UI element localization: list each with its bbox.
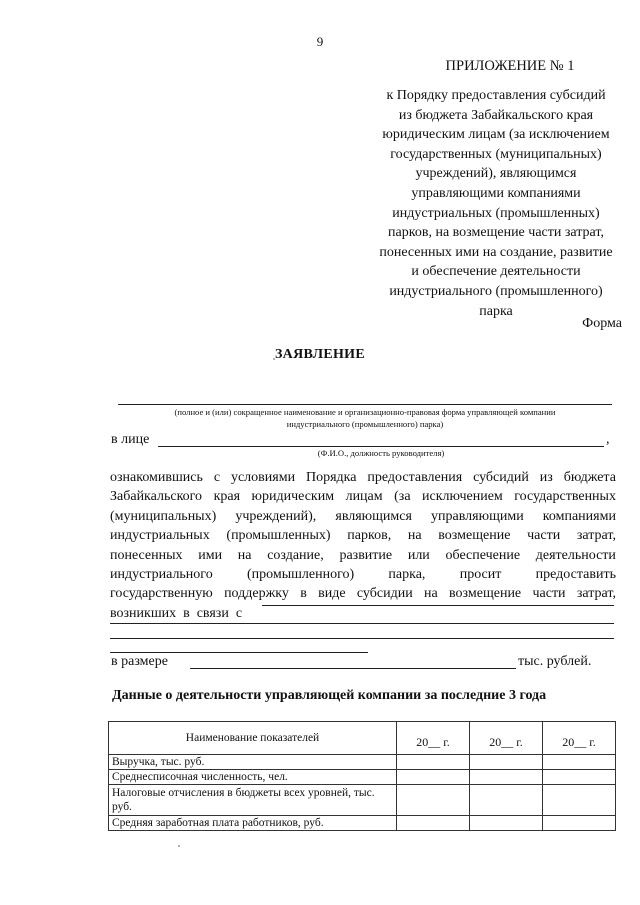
reason-field-line-3[interactable]	[110, 638, 614, 639]
table-header-row	[109, 722, 616, 755]
reason-field-line-2[interactable]	[110, 623, 614, 624]
row-label: Средняя заработная плата работников, руб.	[109, 816, 397, 831]
appendix-line: из бюджета Забайкальского края	[398, 107, 594, 123]
scan-speck	[273, 358, 275, 360]
reason-field[interactable]	[262, 605, 614, 606]
table-cell[interactable]	[470, 816, 543, 831]
table-cell[interactable]	[543, 755, 616, 770]
table-cell[interactable]	[470, 755, 543, 770]
appendix-line: учреждений), являющимся	[415, 166, 577, 182]
body-line-5: понесенных ими на создание, развитие или обеспечение деятельности	[110, 547, 616, 563]
table-row	[109, 785, 616, 816]
applicant-name-field[interactable]	[118, 404, 612, 405]
table-cell[interactable]	[543, 816, 616, 831]
body-line-8	[110, 604, 616, 623]
appendix-line: индустриальных (промышленных)	[392, 205, 600, 221]
body-line-7: государственную поддержку в виде субсидии на возмещение части затрат,	[110, 586, 616, 602]
table-cell[interactable]	[470, 785, 543, 816]
appendix-line: парка	[479, 303, 513, 319]
body-line-1: ознакомившись с условиями Порядка предоставления субсидий из бюджета	[110, 470, 616, 485]
appendix-line: понесенных ими на создание, развитие	[379, 244, 613, 260]
applicant-caption-line1: (полное и (или) сокращенное наименование и организационно-правовая форма управляющей компании	[174, 407, 556, 417]
appendix-line: индустриального (промышленного)	[389, 283, 603, 299]
applicant-caption	[110, 406, 620, 430]
table-row	[109, 816, 616, 831]
table-cell[interactable]	[397, 816, 470, 831]
appendix-line: юридическим лицам (за исключением	[382, 127, 610, 143]
table-cell[interactable]	[470, 770, 543, 785]
application-body	[110, 468, 616, 623]
appendix-line: к Порядку предоставления субсидий	[386, 88, 606, 103]
document-title: ЗАЯВЛЕНИЕ	[274, 347, 365, 362]
body-line-4: индустриальных (промышленных) парков, на возмещение части затрат,	[110, 528, 616, 544]
table-row	[109, 770, 616, 785]
page-number: 9	[316, 34, 324, 49]
in-person-comma: ,	[606, 432, 610, 447]
reason-prefix: возникших в связи с	[110, 605, 243, 621]
in-person-label: в лице	[111, 432, 150, 447]
data-heading: Данные о деятельности управляющей компании за последние 3 года	[112, 688, 547, 703]
amount-suffix: тыс. рублей.	[518, 654, 592, 669]
table-header-cell: Наименование показателей	[109, 722, 397, 755]
company-data-table	[108, 721, 616, 831]
appendix-line: и обеспечение деятельности	[411, 264, 581, 280]
table-cell[interactable]	[397, 785, 470, 816]
appendix-line: парков, на возмещение части затрат,	[388, 225, 604, 241]
table-cell[interactable]	[543, 770, 616, 785]
row-label: Выручка, тыс. руб.	[109, 755, 397, 770]
body-line-2: Забайкальского края юридическим лицам (за исключением государственных	[110, 489, 616, 505]
person-caption: (Ф.И.О., должность руководителя)	[317, 448, 445, 458]
year-header-2[interactable]: 20__ г.	[470, 722, 543, 755]
amount-field[interactable]	[190, 668, 516, 669]
table-row	[109, 755, 616, 770]
scan-speck	[178, 845, 180, 847]
form-label: Форма	[582, 316, 622, 331]
table-cell[interactable]	[397, 755, 470, 770]
appendix-line: управляющими компаниями	[411, 185, 581, 201]
row-label: Среднесписочная численность, чел.	[109, 770, 397, 785]
year-header-1[interactable]: 20__ г.	[397, 722, 470, 755]
body-line-6: индустриального (промышленного) парка, просит предоставить	[110, 567, 616, 583]
amount-label: в размере	[111, 654, 168, 669]
applicant-caption-line2: индустриального (промышленного) парка)	[286, 419, 444, 429]
body-line-3: (муниципальных) учреждений), являющимся управляющими компаниями	[110, 508, 616, 524]
appendix-title: ПРИЛОЖЕНИЕ № 1	[445, 58, 575, 74]
year-header-3[interactable]: 20__ г.	[543, 722, 616, 755]
table-cell[interactable]	[397, 770, 470, 785]
appendix-description	[352, 86, 640, 321]
appendix-line: государственных (муниципальных)	[390, 146, 602, 162]
table-cell[interactable]	[543, 785, 616, 816]
row-label: Налоговые отчисления в бюджеты всех уровней, тыс. руб.	[109, 785, 397, 816]
reason-field-line-4[interactable]	[110, 652, 368, 653]
